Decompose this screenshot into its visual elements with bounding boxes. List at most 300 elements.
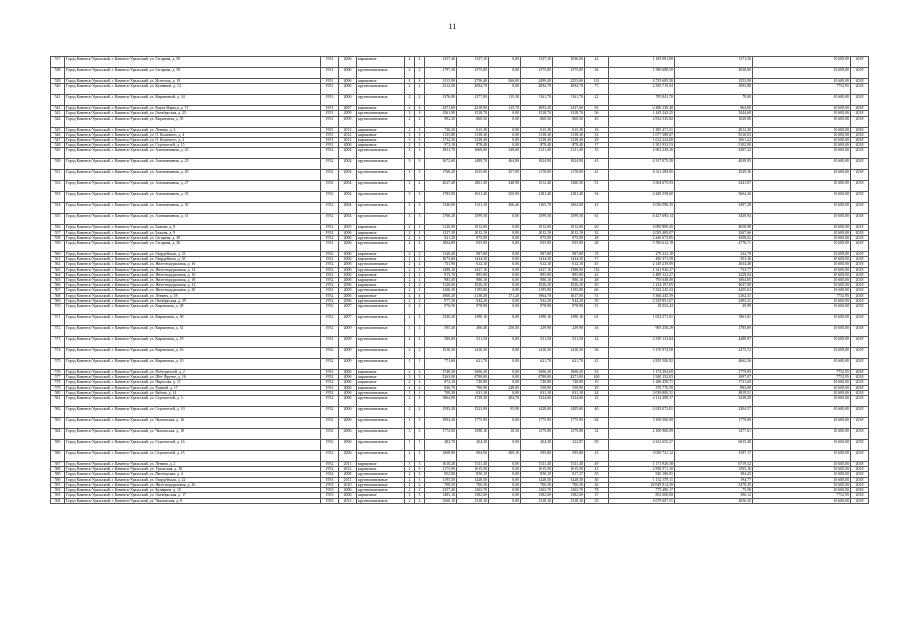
cell-floors-min: 3	[405, 375, 415, 380]
cell-residents-count: 33	[585, 252, 609, 257]
cell-residents-area: 2253,60	[553, 79, 585, 84]
cell-wall-material: крупнопанельные	[357, 407, 405, 418]
cell-wall-material: крупнопанельные	[357, 214, 405, 225]
table-row	[51, 214, 869, 225]
cell-row-number: 542	[51, 106, 65, 111]
cell-total-area: 1357,40	[425, 57, 457, 68]
cell-row-number: 566	[51, 283, 65, 288]
cell-total-area: 2027,40	[425, 181, 457, 192]
cell-residents-count: 51	[585, 181, 609, 192]
cell-floors-min: 2	[405, 472, 415, 477]
cell-planned-year: 2018	[851, 68, 869, 79]
cell-year-renovated: 2008	[339, 472, 357, 477]
cell-total-area: 2312,00	[425, 84, 457, 95]
cell-cost-limit: 10 600,00	[753, 181, 851, 192]
cell-floors-min: 2	[405, 116, 415, 127]
cell-residential-area: 1599,50	[521, 214, 553, 225]
cell-address: Город Каменск-Уральский, г. Каменск-Уральский, ул. Октябрьская, д. 17	[65, 493, 321, 498]
cell-year-renovated: 2006	[339, 493, 357, 498]
cell-address: Город Каменск-Уральский, г. Каменск-Уральский, ул. Чкаловская, д. 16	[65, 418, 321, 429]
cell-nonresidential-area: 125,70	[489, 106, 521, 111]
cell-address: Город Каменск-Уральский, г. Каменск-Уральский, ул. Гвардейская, д. 22	[65, 477, 321, 482]
cell-total-area: 1126,60	[425, 283, 457, 288]
cell-residential-area: 1428,50	[521, 477, 553, 482]
cell-planned-year: 2018	[851, 116, 869, 127]
cell-year-renovated: 2006	[339, 451, 357, 462]
cell-address: Город Каменск-Уральский, г. Каменск-Уральский, ул. Исетская, д. 18	[65, 79, 321, 84]
cell-cost-limit: 10 600,00	[753, 138, 851, 143]
cell-residents-count: 45	[585, 262, 609, 267]
cell-year-renovated: 2007	[339, 315, 357, 326]
cell-year-renovated: 2009	[339, 359, 357, 370]
cell-year-renovated: 2006	[339, 429, 357, 440]
cell-planned-year: 2018	[851, 138, 869, 143]
cell-cost-per-sqm: 2634,48	[675, 262, 753, 267]
table-row	[51, 68, 869, 79]
cell-cost-per-sqm: 2812,40	[675, 127, 753, 132]
cell-total-area: 1126,90	[425, 225, 457, 230]
cell-floors-min: 3	[405, 159, 415, 170]
cell-residential-area: 1428,00	[521, 407, 553, 418]
cell-floors-max: 3	[415, 138, 425, 143]
cell-year-built: 1952	[321, 298, 339, 303]
cell-nonresidential-area: 0,00	[489, 111, 521, 116]
cell-year-built: 1951	[321, 116, 339, 127]
cell-cost-per-sqm: 5478,29	[675, 482, 753, 487]
cell-residential-area: 1012,10	[521, 230, 553, 235]
cell-nonresidential-area: 0,00	[489, 138, 521, 143]
cell-planned-year: 2018	[851, 451, 869, 462]
cell-premises-area: 4790,00	[457, 375, 489, 380]
cell-row-number: 582	[51, 407, 65, 418]
cell-repair-cost: 1 185 081,90	[609, 57, 675, 68]
cell-year-renovated: 2006	[339, 278, 357, 283]
cell-cost-limit: 10 600,00	[753, 380, 851, 385]
cell-cost-per-sqm: 1697,07	[675, 375, 753, 380]
cell-row-number: 549	[51, 148, 65, 159]
cell-cost-per-sqm: 503,36	[675, 257, 753, 262]
cell-wall-material: крупнопанельные	[357, 241, 405, 252]
cell-wall-material: кирпичные	[357, 370, 405, 375]
cell-residents-area: 595,80	[553, 451, 585, 462]
cell-cost-limit: 10 600,00	[753, 127, 851, 132]
cell-floors-max: 2	[415, 283, 425, 288]
cell-total-area: 1864,90	[425, 396, 457, 407]
cell-residents-area: 621,70	[553, 359, 585, 370]
cell-nonresidential-area: 171,20	[489, 293, 521, 298]
cell-premises-area: 1511,40	[457, 462, 489, 467]
cell-cost-limit: 10 600,00	[753, 272, 851, 277]
cell-residential-area: 1161,70	[521, 95, 553, 106]
cell-planned-year: 2018	[851, 396, 869, 407]
cell-cost-per-sqm: 4288,87	[675, 337, 753, 348]
cell-cost-limit: 10 600,00	[753, 262, 851, 267]
cell-address: Город Каменск-Уральский, г. Каменск-Уральский, ул. Кирпичная, д. 35	[65, 116, 321, 127]
cell-nonresidential-area: 348,90	[489, 181, 521, 192]
cell-residents-count: 31	[585, 132, 609, 137]
cell-wall-material: крупнопанельные	[357, 348, 405, 359]
cell-total-area: 771,60	[425, 359, 457, 370]
cell-year-built: 1952	[321, 267, 339, 272]
cell-cost-limit: 10 600,00	[753, 467, 851, 472]
cell-residents-area: 1012,00	[553, 225, 585, 230]
cell-cost-limit: 10 600,00	[753, 407, 851, 418]
cell-floors-min: 2	[405, 57, 415, 68]
cell-floors-min: 1	[405, 440, 415, 451]
cell-floors-max: 3	[415, 429, 425, 440]
cell-residents-count: 75	[585, 84, 609, 95]
cell-premises-area: 615,30	[457, 127, 489, 132]
cell-wall-material: крупнопанельные	[357, 304, 405, 315]
cell-row-number: 588	[51, 467, 65, 472]
cell-floors-max: 2	[415, 181, 425, 192]
cell-address: Город Каменск-Уральский, г. Каменск-Уральский, ул. Карла Маркса, д. 71	[65, 106, 321, 111]
cell-planned-year: 2018	[851, 132, 869, 137]
cell-year-built: 1953	[321, 482, 339, 487]
cell-year-built: 1952	[321, 252, 339, 257]
cell-premises-area: 935,90	[457, 241, 489, 252]
cell-floors-min: 2	[405, 337, 415, 348]
cell-premises-area: 860,50	[457, 116, 489, 127]
cell-year-renovated: 2006	[339, 262, 357, 267]
cell-repair-cost: 4 932 535,82	[609, 116, 675, 127]
cell-planned-year: 2018	[851, 272, 869, 277]
cell-planned-year: 2018	[851, 111, 869, 116]
cell-year-built: 1952	[321, 418, 339, 429]
cell-repair-cost: 3 039 741,12	[609, 451, 675, 462]
cell-cost-limit: 7752,95	[753, 84, 851, 95]
cell-floors-max: 3	[415, 170, 425, 181]
cell-residents-count: 49	[585, 462, 609, 467]
cell-wall-material: крупнопанельные	[357, 148, 405, 159]
cell-year-built: 1952	[321, 407, 339, 418]
cell-premises-area: 886,10	[457, 278, 489, 283]
cell-row-number: 563	[51, 267, 65, 272]
cell-cost-per-sqm: 384,43	[675, 472, 753, 477]
cell-repair-cost: 4 449 558,60	[609, 192, 675, 203]
cell-residents-count: 52	[585, 370, 609, 375]
cell-residential-area: 621,70	[521, 359, 553, 370]
cell-residents-count: 29	[585, 138, 609, 143]
cell-cost-per-sqm: 5102,90	[675, 143, 753, 148]
cell-residents-area: 1606,20	[553, 370, 585, 375]
cell-wall-material: кирпичные	[357, 225, 405, 230]
cell-premises-area: 1195,80	[457, 288, 489, 293]
cell-total-area: 1610,20	[425, 462, 457, 467]
cell-repair-cost: 2 100 960,09	[609, 429, 675, 440]
cell-repair-cost: 2 395 710,94	[609, 84, 675, 95]
cell-premises-area: 1318,10	[457, 498, 489, 503]
cell-year-built: 1952	[321, 348, 339, 359]
cell-floors-min: 3	[405, 148, 415, 159]
cell-floors-max: 3	[415, 203, 425, 214]
cell-residential-area: 595,80	[521, 451, 553, 462]
cell-floors-min: 2	[405, 181, 415, 192]
cell-premises-area: 531,50	[457, 337, 489, 348]
cell-year-built: 1951	[321, 106, 339, 111]
cell-row-number: 548	[51, 143, 65, 148]
cell-cost-limit: 10 600,00	[753, 116, 851, 127]
cell-row-number: 559	[51, 241, 65, 252]
cell-nonresidential-area: 115,30	[489, 95, 521, 106]
cell-residents-count: 50	[585, 440, 609, 451]
cell-nonresidential-area: 350,00	[489, 192, 521, 203]
cell-year-built: 1952	[321, 440, 339, 451]
cell-premises-area: 1015,50	[457, 467, 489, 472]
cell-residents-count: 30	[585, 477, 609, 482]
cell-year-built: 1952	[321, 375, 339, 380]
cell-repair-cost: 6 311 289,85	[609, 170, 675, 181]
cell-residents-area: 1062,00	[553, 203, 585, 214]
cell-premises-area: 1861,30	[457, 181, 489, 192]
cell-floors-max: 2	[415, 241, 425, 252]
cell-floors-min: 1	[405, 390, 415, 395]
cell-cost-per-sqm: 964,00	[675, 106, 753, 111]
cell-floors-min: 2	[405, 498, 415, 503]
cell-floors-max: 3	[415, 159, 425, 170]
cell-repair-cost: 2 963 239,26	[609, 148, 675, 159]
table-row	[51, 429, 869, 440]
table-row	[51, 203, 869, 214]
table-row	[51, 326, 869, 337]
cell-nonresidential-area: 0,00	[489, 225, 521, 230]
cell-row-number: 583	[51, 418, 65, 429]
cell-premises-area: 875,00	[457, 235, 489, 240]
cell-total-area: 983,30	[425, 278, 457, 283]
cell-planned-year: 2018	[851, 203, 869, 214]
cell-floors-min: 3	[405, 462, 415, 467]
cell-row-number: 591	[51, 482, 65, 487]
cell-year-renovated: 2006	[339, 385, 357, 390]
cell-address: Город Каменск-Уральский, г. Каменск-Уральский, ул. Кирпичная, д. 30	[65, 315, 321, 326]
cell-floors-min: 2	[405, 95, 415, 106]
cell-residential-area: 538,90	[521, 385, 553, 390]
cell-total-area: 915,70	[425, 272, 457, 277]
cell-premises-area: 631,10	[457, 390, 489, 395]
cell-year-renovated: 2004	[339, 159, 357, 170]
cell-total-area: 731,90	[425, 262, 457, 267]
cell-total-area: 992,20	[425, 116, 457, 127]
cell-residents-count: 22	[585, 337, 609, 348]
cell-cost-limit: 10 600,00	[753, 418, 851, 429]
cell-year-renovated: 2011	[339, 477, 357, 482]
cell-cost-per-sqm: 75,58	[675, 488, 753, 493]
cell-residents-area: 878,40	[553, 143, 585, 148]
cell-cost-limit: 7752,95	[753, 375, 851, 380]
cell-cost-per-sqm: 1477,61	[675, 429, 753, 440]
cell-cost-per-sqm: 1061,22	[675, 138, 753, 143]
cell-cost-limit: 10 600,00	[753, 192, 851, 203]
cell-address: Город Каменск-Уральский, г. Каменск-Уральский, ул. Алюминиевая, д. 31	[65, 214, 321, 225]
cell-residents-count: 43	[585, 159, 609, 170]
cell-year-renovated: 2006	[339, 370, 357, 375]
cell-total-area: 1135,80	[425, 132, 457, 137]
cell-residents-count: 51	[585, 293, 609, 298]
cell-planned-year: 2018	[851, 359, 869, 370]
cell-floors-max: 3	[415, 111, 425, 116]
cell-nonresidential-area: 0,00	[489, 288, 521, 293]
cell-floors-max: 3	[415, 127, 425, 132]
register-body	[51, 57, 869, 504]
cell-year-renovated: 2006	[339, 375, 357, 380]
cell-floors-max: 4	[415, 79, 425, 84]
cell-premises-area: 404,30	[457, 440, 489, 451]
cell-floors-max: 2	[415, 304, 425, 315]
cell-wall-material: кирпичные	[357, 138, 405, 143]
cell-floors-min: 2	[405, 451, 415, 462]
cell-planned-year: 2018	[851, 429, 869, 440]
cell-row-number: 556	[51, 225, 65, 230]
cell-premises-area: 904,90	[457, 451, 489, 462]
cell-total-area: 1673,60	[425, 257, 457, 262]
cell-residents-area: 1263,70	[553, 488, 585, 493]
cell-cost-per-sqm: 194,77	[675, 477, 753, 482]
cell-cost-limit: 10 600,00	[753, 252, 851, 257]
cell-year-renovated: 2006	[339, 235, 357, 240]
cell-cost-per-sqm: 396,12	[675, 493, 753, 498]
cell-residents-area: 1318,10	[553, 498, 585, 503]
cell-wall-material: кирпичные	[357, 57, 405, 68]
cell-cost-limit: 10 600,00	[753, 57, 851, 68]
cell-nonresidential-area: 0,00	[489, 348, 521, 359]
cell-repair-cost: 1 234 197,05	[609, 283, 675, 288]
cell-residents-area: 1024,90	[553, 159, 585, 170]
cell-residents-area: 935,90	[553, 241, 585, 252]
cell-floors-max: 2	[415, 230, 425, 235]
cell-wall-material: крупнопанельные	[357, 68, 405, 79]
cell-wall-material: крупнопанельные	[357, 84, 405, 95]
cell-floors-max: 3	[415, 493, 425, 498]
cell-total-area: 730,20	[425, 127, 457, 132]
cell-row-number: 593	[51, 493, 65, 498]
cell-residential-area: 239,90	[521, 326, 553, 337]
cell-residents-count: 22	[585, 95, 609, 106]
table-row	[51, 192, 869, 203]
cell-floors-max: 3	[415, 148, 425, 159]
cell-cost-limit: 10 600,00	[753, 106, 851, 111]
cell-address: Город Каменск-Уральский, г. Каменск-Уральский, ул. Алюминиевая, д. 25	[65, 159, 321, 170]
cell-premises-area: 1489,70	[457, 159, 489, 170]
cell-nonresidential-area: 0,00	[489, 127, 521, 132]
cell-planned-year: 2018	[851, 293, 869, 298]
cell-year-renovated: 2009	[339, 288, 357, 293]
cell-premises-area: 850,10	[457, 472, 489, 477]
cell-cost-per-sqm: 1093,80	[675, 84, 753, 95]
cell-residential-area: 1012,00	[521, 225, 553, 230]
cell-floors-min: 2	[405, 488, 415, 493]
cell-residents-count: 32	[585, 429, 609, 440]
cell-residential-area: 1263,70	[521, 488, 553, 493]
cell-row-number: 564	[51, 272, 65, 277]
cell-planned-year: 2018	[851, 380, 869, 385]
cell-residents-area: 1416,50	[553, 348, 585, 359]
cell-row-number: 550	[51, 159, 65, 170]
cell-cost-per-sqm: 1171,56	[675, 57, 753, 68]
cell-planned-year: 2018	[851, 159, 869, 170]
cell-residents-area: 531,50	[553, 337, 585, 348]
cell-floors-max: 3	[415, 192, 425, 203]
cell-wall-material: кирпичные	[357, 283, 405, 288]
cell-residential-area: 531,50	[521, 337, 553, 348]
cell-residents-count: 40	[585, 407, 609, 418]
cell-year-renovated: 2006	[339, 257, 357, 262]
cell-address: Город Каменск-Уральский, г. Каменск-Уральский, ул. Чкаловская, д. 8	[65, 498, 321, 503]
cell-cost-limit: 10 600,00	[753, 298, 851, 303]
cell-wall-material: кирпичные	[357, 380, 405, 385]
cell-residential-area: 1311,40	[521, 148, 553, 159]
cell-floors-max: 2	[415, 298, 425, 303]
cell-planned-year: 2018	[851, 375, 869, 380]
cell-floors-max: 3	[415, 375, 425, 380]
cell-floors-max: 3	[415, 462, 425, 467]
cell-repair-cost: 4 317 075,39	[609, 159, 675, 170]
cell-cost-limit: 10 600,00	[753, 148, 851, 159]
cell-planned-year: 2018	[851, 348, 869, 359]
cell-residential-area: 886,10	[521, 278, 553, 283]
cell-row-number: 584	[51, 429, 65, 440]
cell-repair-cost: 5 366 245,59	[609, 293, 675, 298]
cell-year-built: 1952	[321, 159, 339, 170]
cell-repair-cost: 376 776,59	[609, 385, 675, 390]
cell-year-built: 1952	[321, 326, 339, 337]
cell-row-number: 569	[51, 298, 65, 303]
cell-cost-limit: 10 600,00	[753, 337, 851, 348]
cell-cost-per-sqm: 4508,02	[675, 235, 753, 240]
cell-cost-per-sqm: 9216,03	[675, 132, 753, 137]
cell-residential-area: 706,30	[521, 482, 553, 487]
cell-residential-area: 1195,80	[521, 288, 553, 293]
cell-cost-limit: 10 600,00	[753, 283, 851, 288]
cell-residential-area: 1281,40	[521, 192, 553, 203]
cell-cost-per-sqm: 4058,98	[675, 225, 753, 230]
cell-residents-count: 49	[585, 283, 609, 288]
cell-residents-count: 37	[585, 493, 609, 498]
cell-residents-area: 1437,60	[553, 106, 585, 111]
cell-cost-per-sqm: 3267,66	[675, 230, 753, 235]
cell-year-renovated: 2004	[339, 181, 357, 192]
cell-floors-min: 2	[405, 241, 415, 252]
cell-row-number: 592	[51, 488, 65, 493]
cell-cost-per-sqm: 3497,28	[675, 203, 753, 214]
cell-nonresidential-area: 0,00	[489, 68, 521, 79]
cell-planned-year: 2018	[851, 440, 869, 451]
cell-cost-limit: 10 600,00	[753, 111, 851, 116]
cell-repair-cost: 920 186,81	[609, 472, 675, 477]
cell-floors-min: 2	[405, 315, 415, 326]
cell-address: Город Каменск-Уральский, г. Каменск-Уральский, ул. Ленина, д. 4	[65, 127, 321, 132]
table-row	[51, 304, 869, 315]
cell-residential-area: 935,90	[521, 241, 553, 252]
cell-wall-material: крупнопанельные	[357, 159, 405, 170]
cell-floors-max: 2	[415, 288, 425, 293]
cell-row-number: 576	[51, 370, 65, 375]
cell-residents-area: 1382,00	[553, 493, 585, 498]
cell-premises-area: 1599,50	[457, 214, 489, 225]
cell-residential-area: 2094,70	[521, 84, 553, 95]
cell-year-built: 1952	[321, 359, 339, 370]
cell-repair-cost: 2 114 498,17	[609, 396, 675, 407]
cell-residents-area: 895,80	[553, 272, 585, 277]
cell-year-renovated: 2006	[339, 396, 357, 407]
cell-premises-area: 1523,90	[457, 407, 489, 418]
cell-cost-per-sqm: 5444,68	[675, 111, 753, 116]
cell-wall-material: крупнопанельные	[357, 451, 405, 462]
cell-floors-max: 1	[415, 440, 425, 451]
cell-repair-cost: 3 504 675,93	[609, 181, 675, 192]
cell-residents-count: 23	[585, 359, 609, 370]
cell-nonresidential-area: 0,00	[489, 472, 521, 477]
cell-total-area: 1732,30	[425, 138, 457, 143]
